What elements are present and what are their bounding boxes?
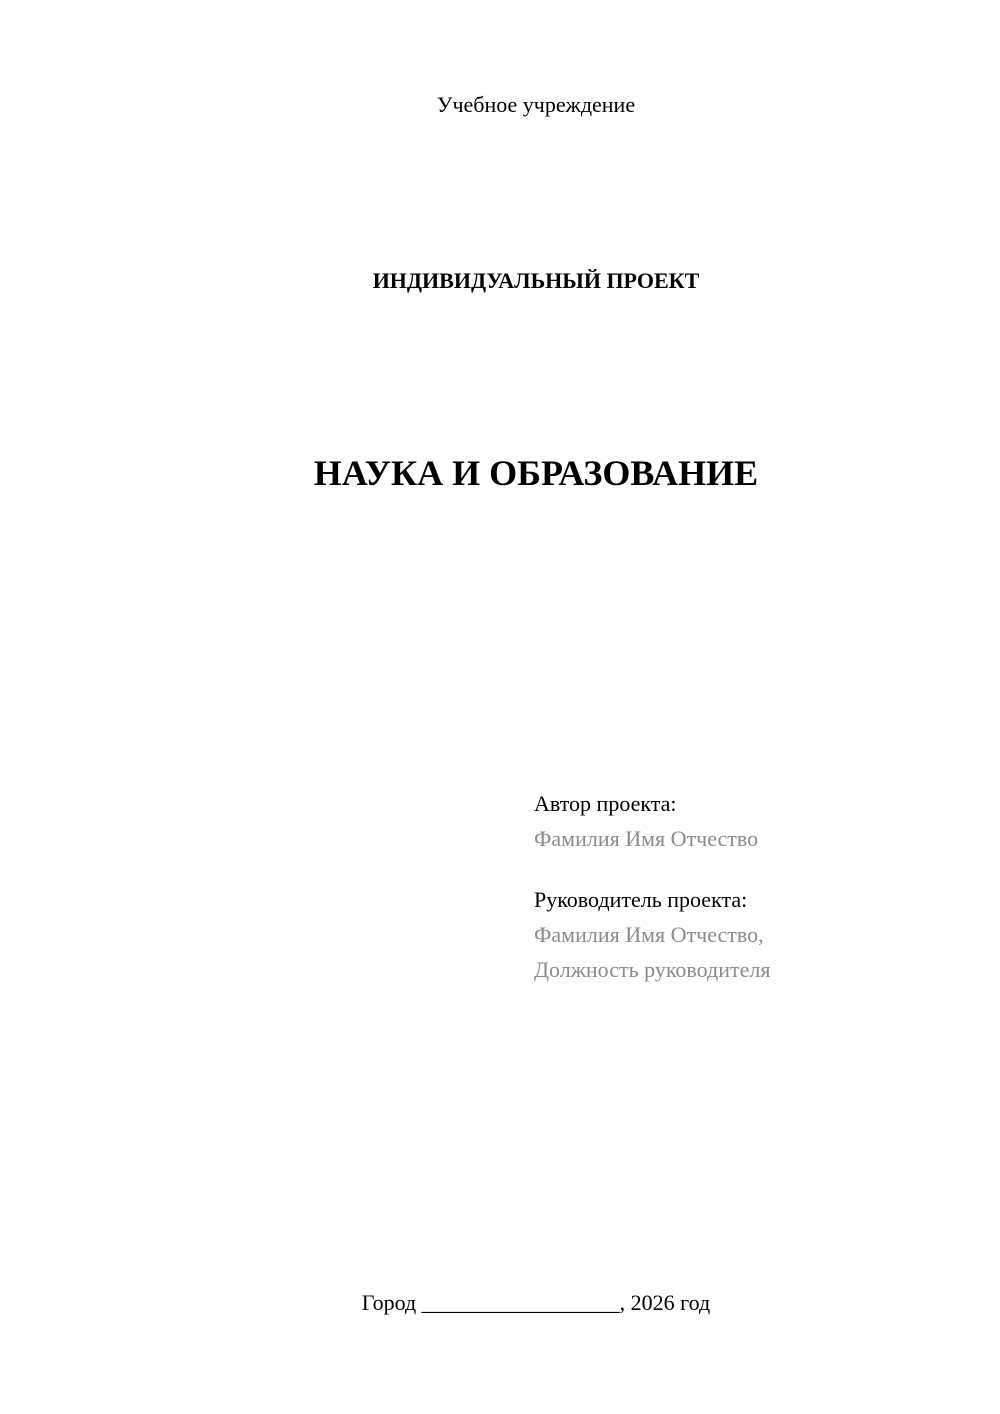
author-block	[534, 786, 974, 987]
institution-name: Учебное учреждение	[436, 92, 636, 117]
city-year-line	[0, 1288, 1000, 1318]
supervisor-position-placeholder: Должность руководителя	[534, 957, 771, 982]
year-text: , 2026 год	[619, 1290, 711, 1315]
supervisor-name-placeholder: Фамилия Имя Отчество,	[534, 922, 764, 947]
author-label: Автор проекта:	[534, 791, 677, 816]
author-gap	[534, 856, 974, 882]
project-title: НАУКА И ОБРАЗОВАНИЕ	[313, 453, 759, 493]
supervisor-label: Руководитель проекта:	[534, 887, 748, 912]
city-label: Город	[361, 1290, 417, 1315]
project-type-heading: ИНДИВИДУАЛЬНЫЙ ПРОЕКТ	[372, 268, 700, 293]
city-blank: __________________	[421, 1290, 620, 1315]
author-name-placeholder: Фамилия Имя Отчество	[534, 826, 759, 851]
